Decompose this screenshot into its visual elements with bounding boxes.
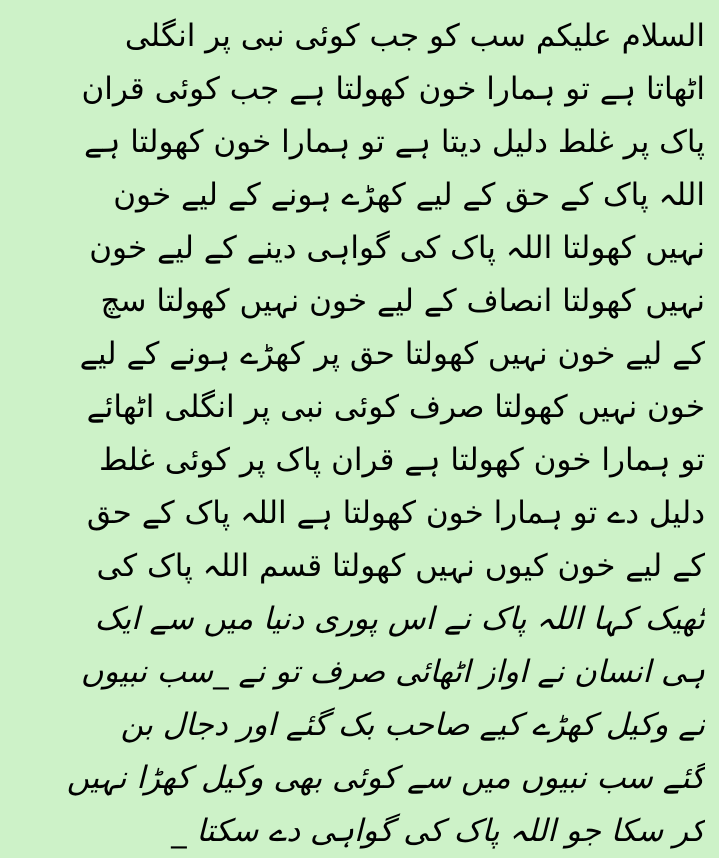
text-line-11: کے لیے خون کیوں نہیں کھولتا قسم اللہ پاک کی xyxy=(96,548,705,584)
urdu-text-block xyxy=(14,10,705,858)
text-line-16: کر سکا جو اللہ پاک کی گواہی دے سکتا _ xyxy=(171,813,705,849)
text-line-7: کے لیے خون نہیں کھولتا حق پر کھڑے ہونے کے لیے xyxy=(79,336,705,372)
text-line-4: اللہ پاک کے حق کے لیے کھڑے ہونے کے لیے خون xyxy=(113,177,705,213)
text-line-2: اٹھاتا ہے تو ہمارا خون کھولتا ہے جب کوئی قران xyxy=(81,71,705,107)
text-line-10: دلیل دے تو ہمارا خون کھولتا ہے اللہ پاک کے حق xyxy=(86,495,705,531)
text-line-15: گئے سب نبیوں میں سے کوئی بھی وکیل کھڑا نہیں xyxy=(66,760,705,796)
text-line-1: السلام علیکم سب کو جب کوئی نبی پر انگلی xyxy=(124,18,705,54)
text-line-13: ہی انسان نے اواز اٹھائی صرف تو نے _سب نبیوں xyxy=(80,654,705,690)
text-line-5: نہیں کھولتا اللہ پاک کی گواہی دینے کے لیے خون xyxy=(89,230,705,266)
text-line-6: نہیں کھولتا انصاف کے لیے خون نہیں کھولتا سچ xyxy=(100,283,705,319)
text-line-9: تو ہمارا خون کھولتا ہے قران پاک پر کوئی غلط xyxy=(98,442,705,478)
text-line-14: نے وکیل کھڑے کیے صاحب بک گئے اور دجال بن xyxy=(120,707,705,743)
text-line-8: خون نہیں کھولتا صرف کوئی نبی پر انگلی اٹھائے xyxy=(86,389,705,425)
text-line-12: ٹھیک کہا اللہ پاک نے اس پوری دنیا میں سے ایک xyxy=(94,601,705,637)
text-line-3: پاک پر غلط دلیل دیتا ہے تو ہمارا خون کھولتا ہے xyxy=(84,124,705,160)
